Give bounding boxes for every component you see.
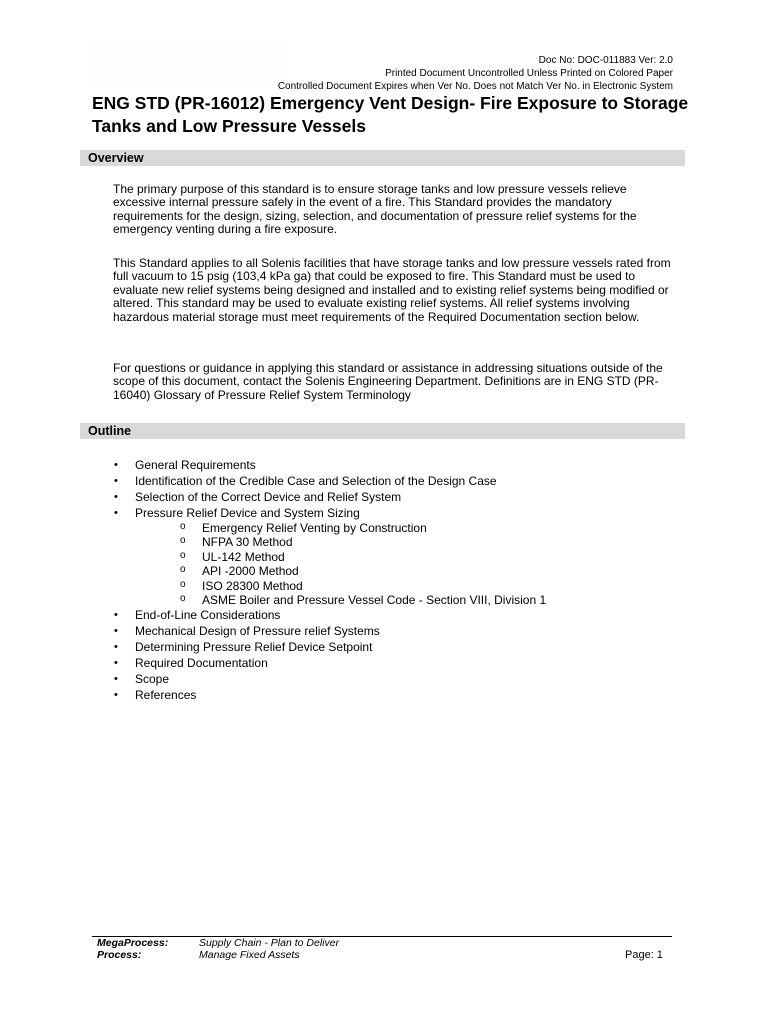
uncontrolled-notice: Printed Document Uncontrolled Unless Printed on Colored Paper — [385, 68, 673, 79]
document-control-header — [278, 54, 673, 93]
footer-labels — [97, 937, 168, 961]
sub-list-item: o ISO 28300 Method — [135, 579, 546, 593]
overview-paragraph-purpose: The primary purpose of this standard is to ensure storage tanks and low pressure vessels relieve excessive internal pressure safely in the event of a fire. This Standard provides the mandatory requirements for the design, sizing, selection, and documentation of pressure relief systems for the emergency venting during a fire exposure. — [113, 182, 637, 237]
list-item: • References — [113, 687, 546, 703]
list-item: • Required Documentation — [113, 655, 546, 671]
doc-number: Doc No: DOC-011883 Ver: 2.0 — [538, 55, 673, 66]
list-item-label: Pressure Relief Device and System Sizing — [135, 506, 360, 520]
page-number: Page: 1 — [625, 949, 663, 961]
outline-list — [113, 457, 546, 703]
sub-list-item: o API -2000 Method — [135, 564, 546, 578]
overview-paragraph-applicability: This Standard applies to all Solenis facilities that have storage tanks and low pressure vessels rated from full vacuum to 15 psig (103,4 kPa ga) that could be exposed to fire. This Standard must be used to evaluate new relief systems being designed and installed and to existing relief systems being modified or altered. This standard may be used to evaluate existing relief systems. All relief systems involving hazardous material storage must meet requirements of the Required Documentation section below. — [113, 256, 671, 324]
overview-heading: Overview — [80, 150, 685, 166]
list-item: • Scope — [113, 671, 546, 687]
outline-heading: Outline — [80, 423, 685, 439]
overview-paragraph-contact: For questions or guidance in applying this standard or assistance in addressing situations outside of the scope of this document, contact the Solenis Engineering Department. Definitions are in ENG STD (PR-16040) Glossary of Pressure Relief System Terminology — [113, 361, 663, 402]
expiry-notice: Controlled Document Expires when Ver No. Does not Match Ver No. in Electronic System — [277, 81, 673, 92]
document-title: ENG STD (PR-16012) Emergency Vent Design- Fire Exposure to Storage Tanks and Low Pressure Vessels — [92, 93, 689, 136]
process-label: Process: — [97, 949, 142, 961]
sub-list-item: o ASME Boiler and Pressure Vessel Code - Section VIII, Division 1 — [135, 593, 546, 607]
sub-list-item: o Emergency Relief Venting by Construction — [135, 521, 546, 535]
sub-list-item: o UL-142 Method — [135, 550, 546, 564]
list-item: • Identification of the Credible Case and Selection of the Design Case — [113, 473, 546, 489]
megaprocess-value: Supply Chain - Plan to Deliver — [199, 937, 340, 949]
list-item: • General Requirements — [113, 457, 546, 473]
process-value: Manage Fixed Assets — [199, 949, 300, 961]
list-item: • Selection of the Correct Device and Relief System — [113, 489, 546, 505]
list-item: • End-of-Line Considerations — [113, 607, 546, 623]
list-item: • Mechanical Design of Pressure relief Systems — [113, 623, 546, 639]
footer-divider — [92, 936, 672, 937]
list-item: • Determining Pressure Relief Device Setpoint — [113, 639, 546, 655]
logo-area — [92, 44, 284, 88]
sub-list-item: o NFPA 30 Method — [135, 535, 546, 549]
megaprocess-label: MegaProcess: — [97, 937, 169, 949]
footer-values — [199, 937, 339, 961]
sizing-methods-list — [135, 521, 546, 607]
list-item — [113, 505, 546, 607]
